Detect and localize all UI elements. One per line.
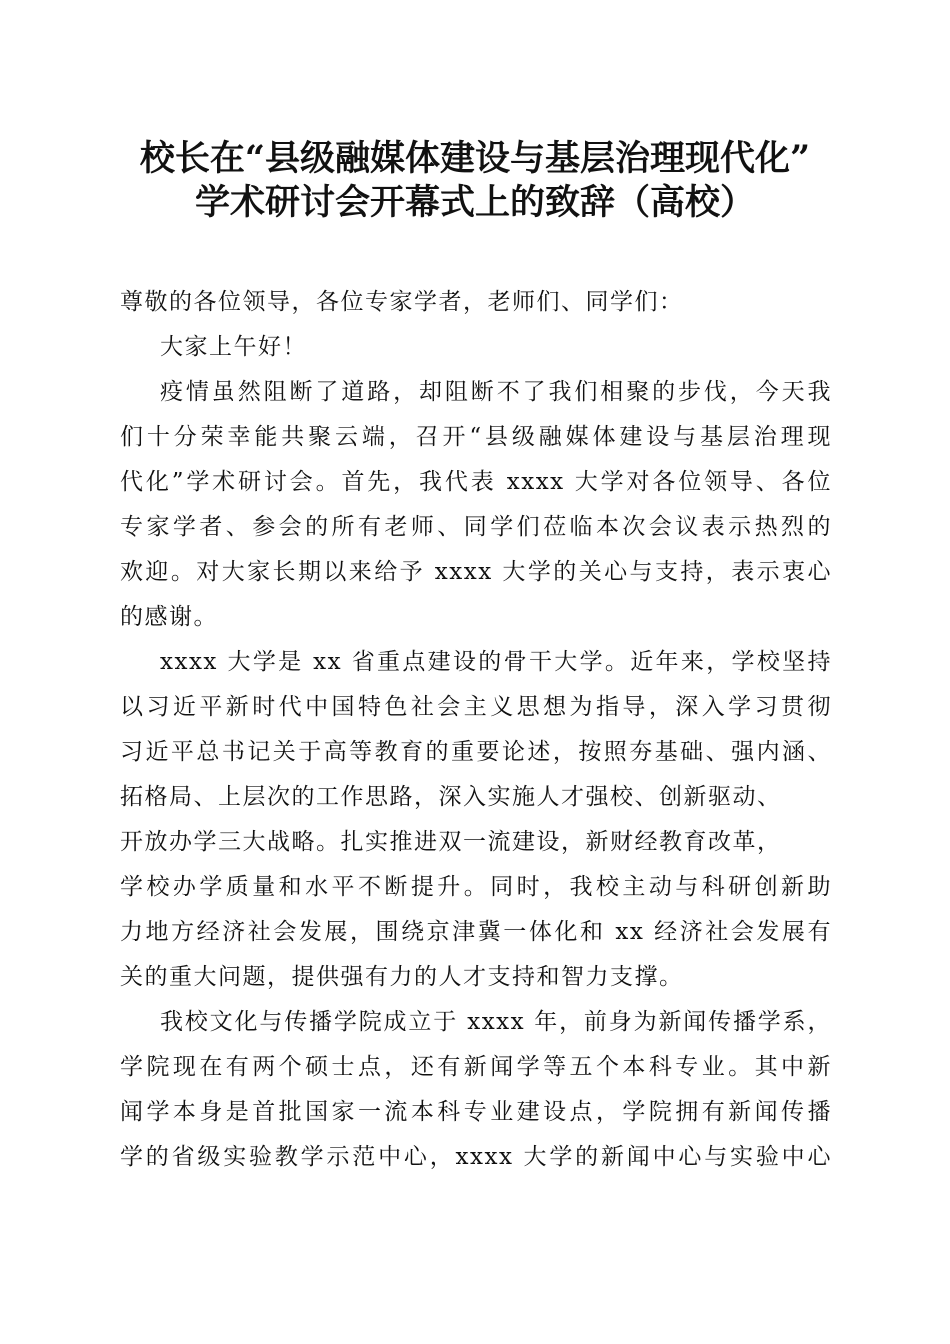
greeting: 大家上午好！: [160, 334, 307, 360]
document-body: [120, 280, 832, 1180]
paragraph-2-line-8: 关的重大问题，提供强有力的人才支持和智力支撑。: [120, 964, 684, 990]
paragraph-1-line-2: 们十分荣幸能共聚云端，召开“县级融媒体建设与基层治理现: [120, 424, 832, 450]
paragraph-3-line-2: 学院现在有两个硕士点，还有新闻学等五个本科专业。其中新: [120, 1054, 832, 1080]
paragraph-2-line-5: 开放办学三大战略。扎实推进双一流建设，新财经教育改革，: [120, 829, 782, 855]
paragraph-2-line-6: 学校办学质量和水平不断提升。同时，我校主动与科研创新助: [120, 874, 832, 900]
paragraph-2-line-7: 力地方经济社会发展，围绕京津冀一体化和 xx 经济社会发展有: [120, 919, 832, 945]
paragraph-3-line-3: 闻学本身是首批国家一流本科专业建设点，学院拥有新闻传播: [120, 1099, 832, 1125]
paragraph-1-line-4: 专家学者、参会的所有老师、同学们莅临本次会议表示热烈的: [120, 514, 832, 540]
paragraph-2-line-4: 拓格局、上层次的工作思路，深入实施人才强校、创新驱动、: [120, 784, 782, 810]
paragraph-3-line-1: 我校文化与传播学院成立于 xxxx 年，前身为新闻传播学系，: [160, 1009, 832, 1035]
document-title-line-2: 学术研讨会开幕式上的致辞（高校）: [194, 182, 755, 223]
paragraph-1-line-1: 疫情虽然阻断了道路，却阻断不了我们相聚的步伐，今天我: [160, 379, 832, 405]
paragraph-2-line-1: xxxx 大学是 xx 省重点建设的骨干大学。近年来，学校坚持: [160, 649, 832, 675]
document-title-line-1: 校长在“县级融媒体建设与基层治理现代化”: [139, 138, 811, 179]
paragraph-1-line-3: 代化”学术研讨会。首先，我代表 xxxx 大学对各位领导、各位: [120, 469, 832, 495]
paragraph-2-line-2: 以习近平新时代中国特色社会主义思想为指导，深入学习贯彻: [120, 694, 832, 720]
salutation: 尊敬的各位领导，各位专家学者，老师们、同学们：: [120, 289, 684, 315]
paragraph-1-line-6: 的感谢。: [120, 604, 218, 630]
paragraph-3-line-4: 学的省级实验教学示范中心，xxxx 大学的新闻中心与实验中心: [120, 1144, 832, 1170]
paragraph-2-line-3: 习近平总书记关于高等教育的重要论述，按照夯基础、强内涵、: [120, 739, 832, 765]
paragraph-1-line-5: 欢迎。对大家长期以来给予 xxxx 大学的关心与支持，表示衷心: [120, 559, 832, 585]
